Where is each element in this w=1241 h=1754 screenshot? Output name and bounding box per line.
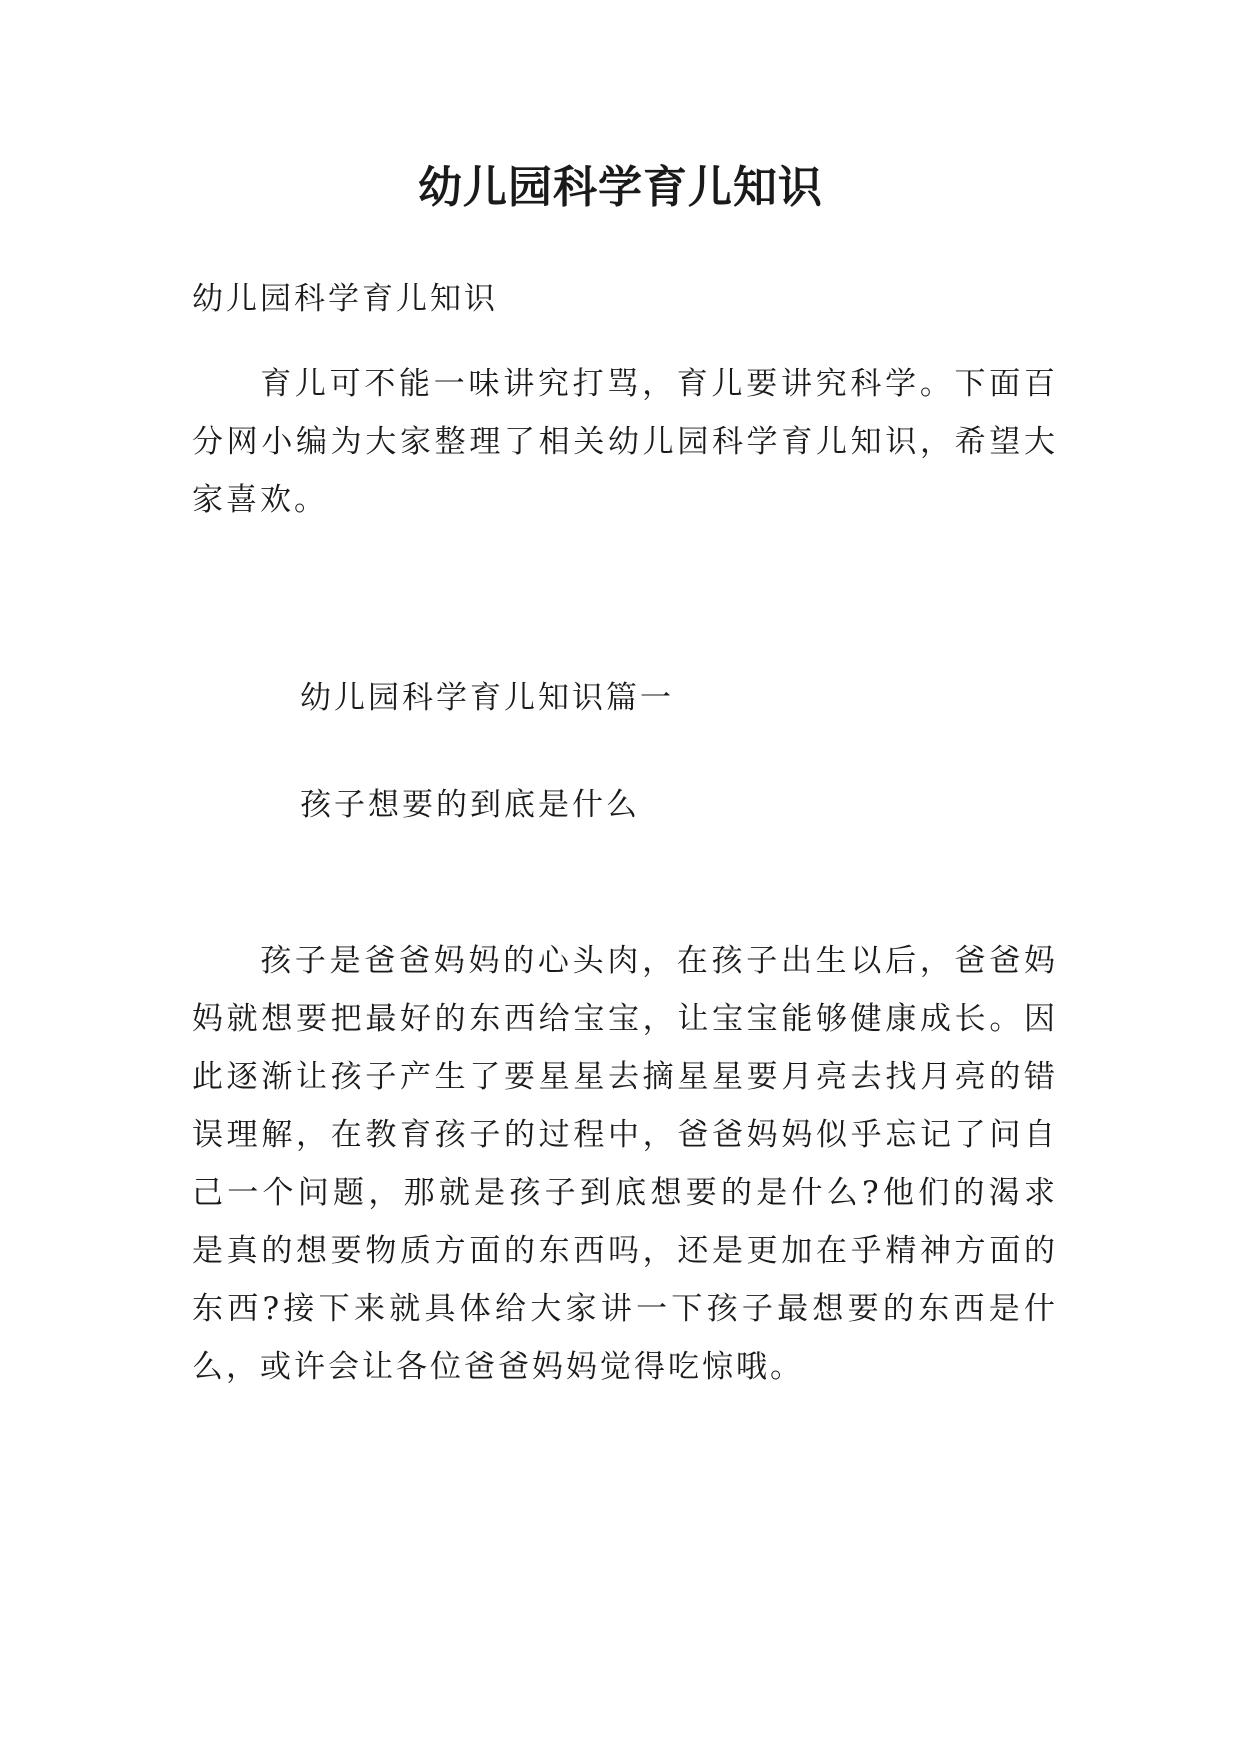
body-paragraph: 孩子是爸爸妈妈的心头肉，在孩子出生以后，爸爸妈妈就想要把最好的东西给宝宝，让宝宝能够健康成长。因此逐渐让孩子产生了要星星去摘星星要月亮去找月亮的错误理解，在教育孩子的过程中，爸爸妈妈似乎忘记了问自己一个问题，那就是孩子到底想要的是什么?他们的渴求是真的想要物质方面的东西吗，还是更加在乎精神方面的东西?接下来就具体给大家讲一下孩子最想要的东西是什么，或许会让各位爸爸妈妈觉得吃惊哦。 xyxy=(192,943,1058,1385)
document-title: 幼儿园科学育儿知识 xyxy=(418,162,823,213)
subtitle-line: 幼儿园科学育儿知识 xyxy=(192,281,498,317)
intro-paragraph: 育儿可不能一味讲究打骂，育儿要讲究科学。下面百分网小编为大家整理了相关幼儿园科学育儿知识，希望大家喜欢。 xyxy=(192,366,1058,518)
section-subheading: 孩子想要的到底是什么 xyxy=(300,787,640,823)
section-heading: 幼儿园科学育儿知识篇一 xyxy=(300,680,674,716)
